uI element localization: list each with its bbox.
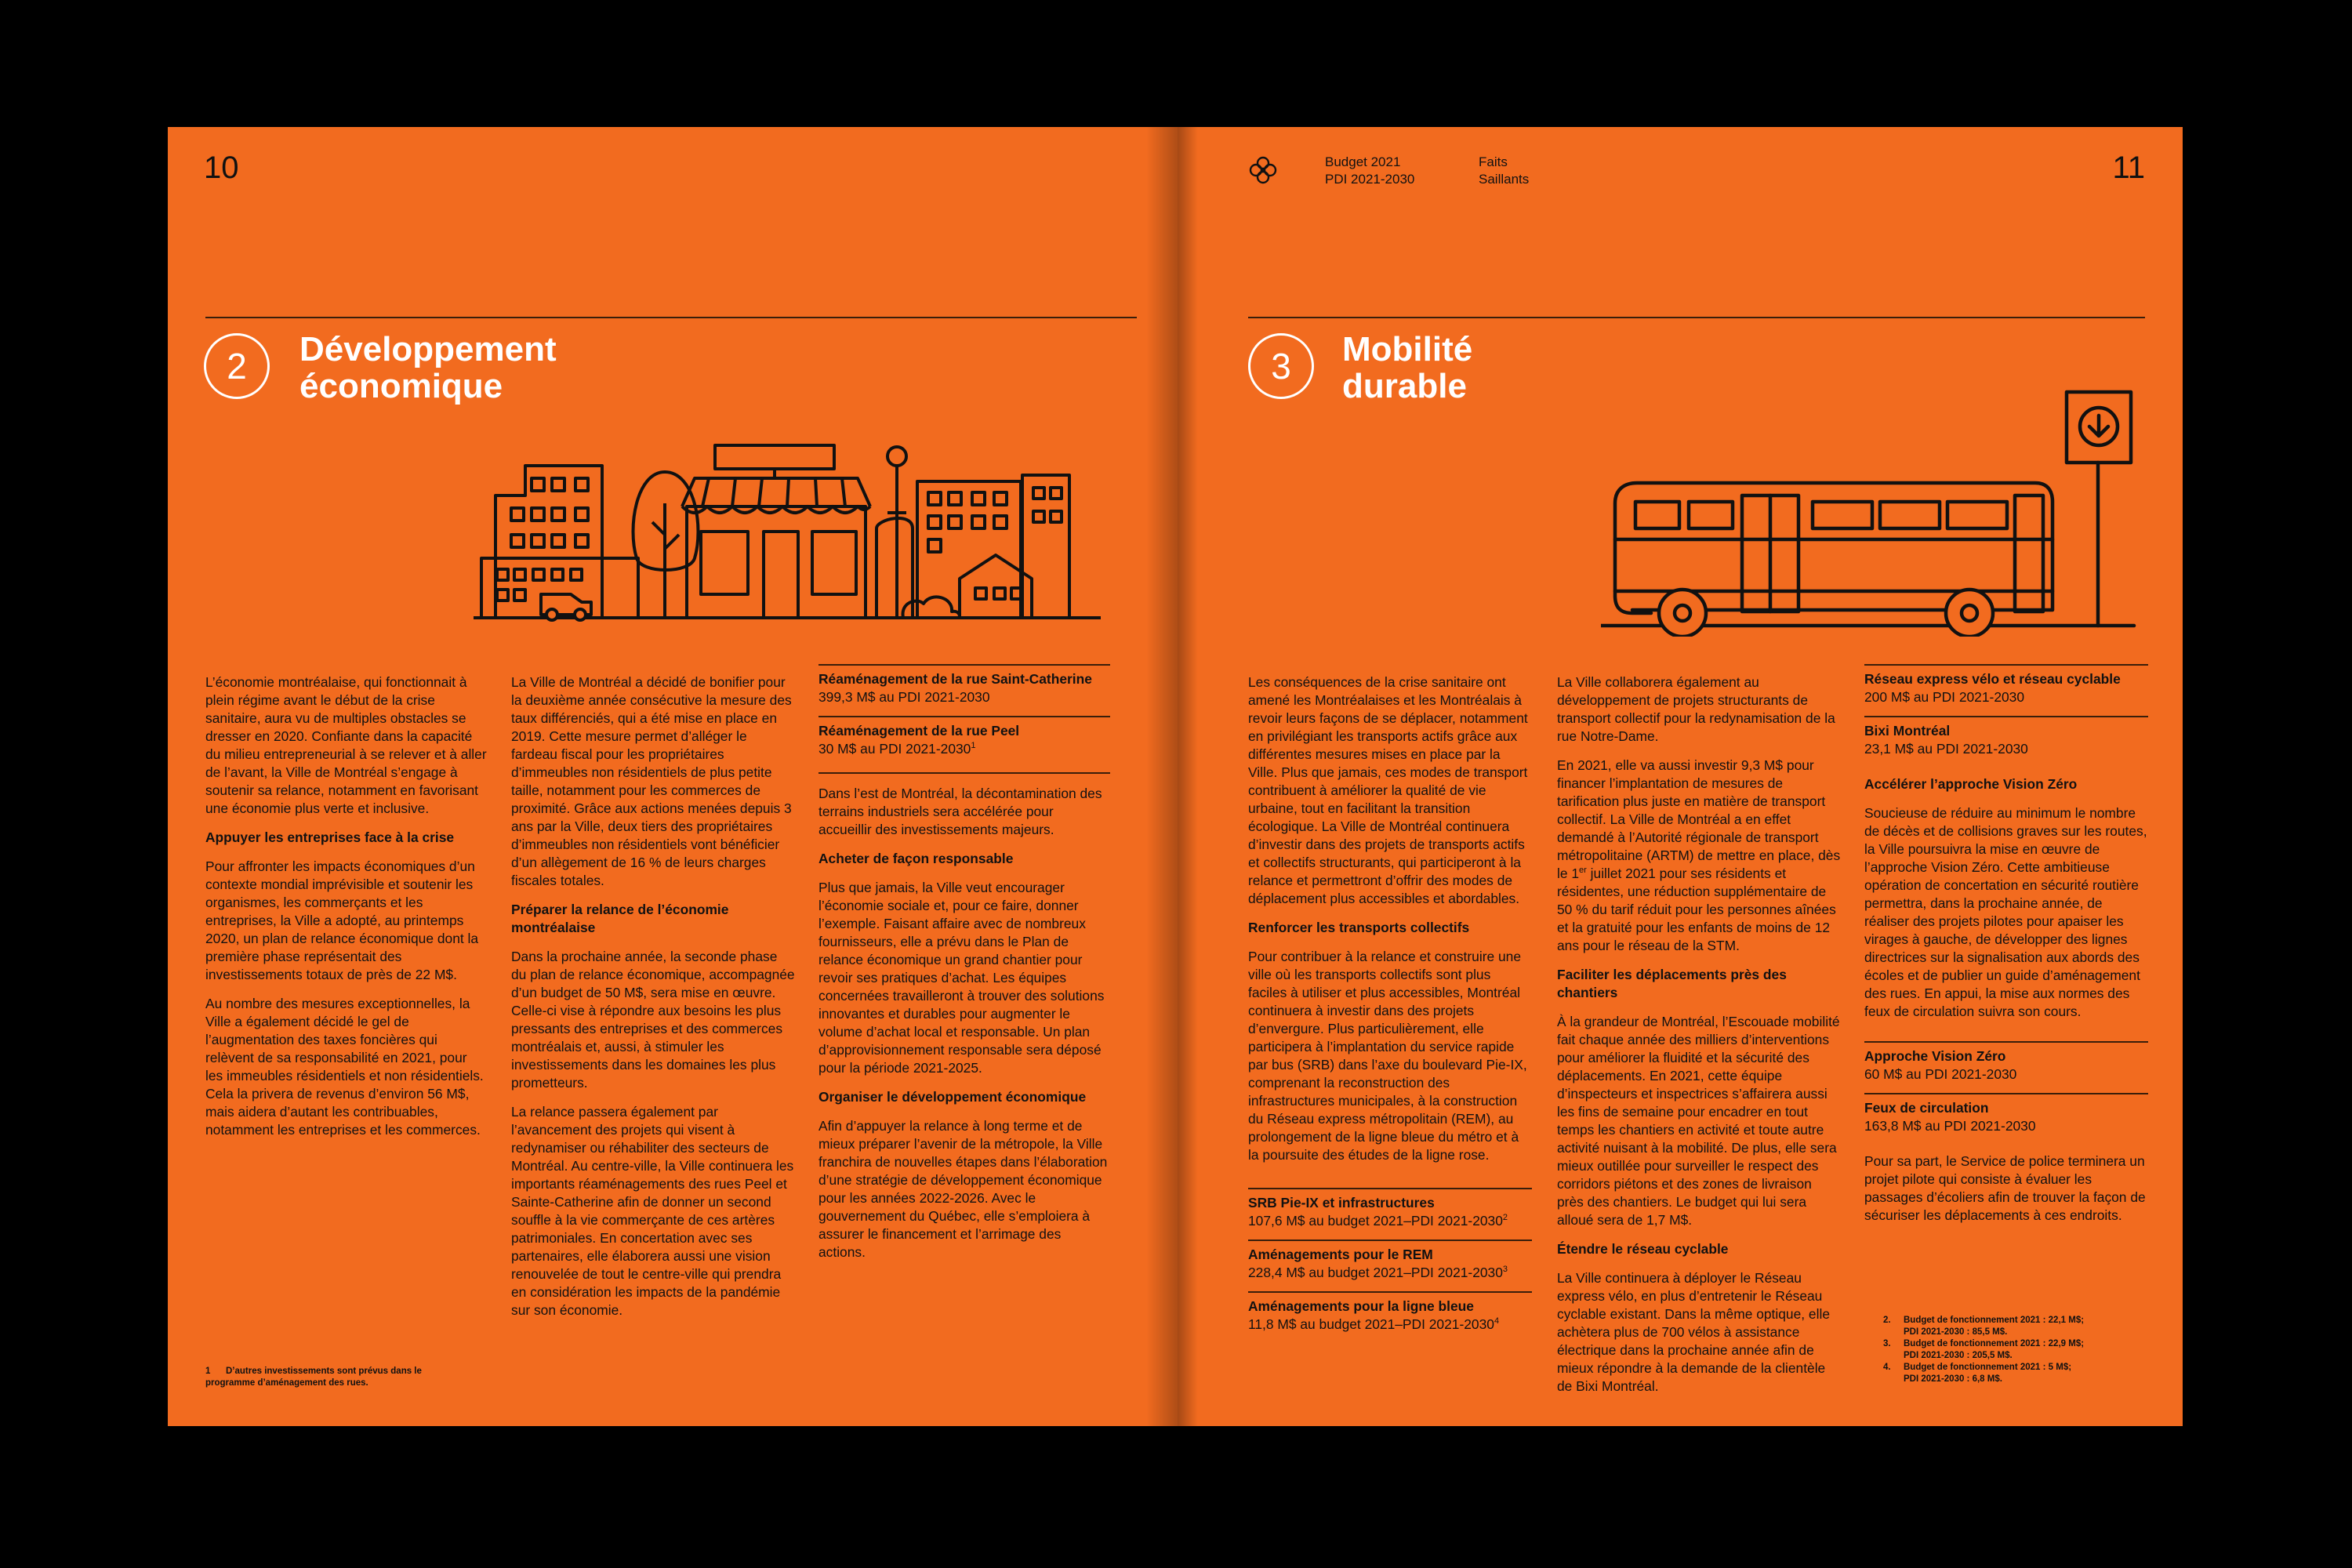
footnote-ref: 3 — [1502, 1265, 1508, 1275]
fact-box: Bixi Montréal 23,1 M$ au PDI 2021-2030 — [1864, 716, 2148, 758]
footnote: 3. Budget de fonctionnement 2021 : 22,9 M$; PDI 2021-2030 : 205,5 M$. — [1883, 1339, 2085, 1360]
paragraph: La Ville de Montréal a décidé de bonifier pour la deuxième année consécutive la mesure des taux différenciés, qui a été mise en place en 2019. Cette mesure permet d’alléger le fardeau fiscal pour les propriétaires d’immeubles non résidentiels de plus petite taille, notamment pour les commerces de proximité. Grâce aux actions menées depuis 3 ans par la Ville, deux tiers des propriétaires d’immeubles non résidentiels vont bénéficier d’un allègement de 16 % de leurs charges fiscales totales. — [511, 674, 792, 888]
subheading: Préparer la relance de l’économie montréalaise — [511, 902, 729, 935]
paragraph: Pour contribuer à la relance et construire une ville où les transports collectifs sont plus faciles à utiliser et plus accessibles, Montréal continuera à investir dans des projets d’envergure. Plus particulièrement, elle participera à l’implantation du service rapide par bus (SRB) dans l’axe du boulevard Pie-IX, comprenant la reconstruction des infrastructures municipales, à la construction du Réseau express métropolitain (REM), au prolongement de la ligne bleue du métro et à la poursuite des études de la ligne rose. — [1248, 949, 1527, 1163]
section-divider — [1248, 317, 2145, 318]
text-column-2 — [1557, 673, 1841, 1406]
fact-box: Feux de circulation 163,8 M$ au PDI 2021-2030 — [1864, 1093, 2148, 1135]
paragraph: Dans la prochaine année, la seconde phase du plan de relance économique, accompagnée d’un budget de 50 M$, sera mise en œuvre. Celle-ci vise à répondre aux besoins les plus pressants des entreprises et des commerces montréalais et, aussi, à stimuler les investissements dans les domaines les plus prometteurs. — [511, 949, 795, 1091]
city-street-illustration — [474, 441, 1116, 629]
left-page — [168, 127, 1178, 1426]
header-publication: Budget 2021 PDI 2021-2030 — [1325, 154, 1415, 187]
fact-box: Aménagements pour la ligne bleue 11,8 M$ au budget 2021–PDI 2021-2030$^4$ — [1248, 1291, 1532, 1334]
column-divider — [818, 772, 1110, 1261]
paragraph: Les conséquences de la crise sanitaire ont amené les Montréalaises et les Montréalais à revoir leurs façons de se déplacer, notamment en privilégiant les transports actifs grâce aux différentes mesures mises en place par la Ville. Plus que jamais, ces modes de transport contribuent à améliorer la qualité de vie urbaine, tout en facilitant la transition écologique. La Ville de Montréal continuera d’investir dans des projets de transports actifs et collectifs structurants, qui participeront à la relance et permettront d’offrir des modes de déplacement plus accessibles et abordables. — [1248, 674, 1528, 906]
footnote: 4. Budget de fonctionnement 2021 : 5 M$; PDI 2021-2030 : 6,8 M$. — [1883, 1363, 2072, 1384]
paragraph: Pour affronter les impacts économiques d’un contexte mondial imprévisible et soutenir les organismes, les commerçants et les entreprises, la Ville a adopté, au printemps 2020, un plan de relance économique dont la première phase représentait des investissements totaux de près de 22 M$. — [205, 858, 479, 982]
subheading: Acheter de façon responsable — [818, 851, 1014, 866]
fact-box: Réaménagement de la rue Peel 30 M$ au PDI 2021-2030$^1$ — [818, 716, 1110, 758]
page-gutter-shadow — [1146, 127, 1178, 1426]
section-number-badge: 2 — [204, 333, 270, 399]
paragraph: Au nombre des mesures exceptionnelles, la Ville a également décidé le gel de l’augmentation des taxes foncières qui relèvent de sa responsabilité en 2021, pour les immeubles résidentiels et non résidentiels. Cela la privera de revenus d’environ 56 M$, mais aidera d’autant les contribuables, notamment les entreprises et les commerces. — [205, 996, 484, 1138]
page-number: 11 — [2112, 151, 2145, 185]
page-number: 10 — [204, 151, 239, 185]
paragraph: Plus que jamais, la Ville veut encourager l’économie sociale et, pour ce faire, donner l’exemple. Faisant affaire avec de nombreux fournisseurs, elle a prévu dans le Plan de relance économique un grand chantier pour revoir ses pratiques d’achat. Les équipes concernées travailleront à trouver des solutions innovantes et durables pour augmenter le volume d’achat local et responsable. Un plan d’approvisionnement responsable sera déposé pour la période 2021-2025. — [818, 880, 1105, 1076]
paragraph: Afin d’appuyer la relance à long terme et de mieux préparer l’avenir de la métropole, la Ville franchira de nouvelles étapes dans l’élaboration d’une stratégie de développement économique pour les années 2022-2026. Avec le gouvernement du Québec, elle s’emploiera à assurer le financement et l’arrimage des actions. — [818, 1118, 1108, 1260]
fact-box: SRB Pie-IX et infrastructures 107,6 M$ au budget 2021–PDI 2021-2030$^2$ — [1248, 1188, 1532, 1230]
text-column-1 — [205, 673, 488, 1150]
subheading: Organiser le développement économique — [818, 1089, 1087, 1105]
section-title: Mobilité durable — [1342, 330, 1473, 405]
page-gutter-shadow — [1178, 127, 1198, 1426]
text-column-2 — [511, 673, 795, 1330]
subheading: Appuyer les entreprises face à la crise — [205, 829, 455, 845]
bus-stop-illustration — [1601, 386, 2150, 637]
fact-box: Aménagements pour le REM 228,4 M$ au budget 2021–PDI 2021-2030$^3$ — [1248, 1240, 1532, 1282]
footnotes — [1883, 1315, 2142, 1385]
paragraph: L’économie montréalaise, qui fonctionnait à plein régime avant le début de la crise sanitaire, aura vu de multiples obstacles se dresser en 2020. Confiante dans la capacité du milieu entrepreneurial à se relever et à aller de l’avant, la Ville de Montréal s’engage à soutenir sa relance, notamment en favorisant une économie plus verte et inclusive. — [205, 674, 487, 816]
subheading: Renforcer les transports collectifs — [1248, 920, 1470, 935]
footnote-ref: 2 — [1502, 1213, 1508, 1223]
fact-box: Réseau express vélo et réseau cyclable 200 M$ au PDI 2021-2030 — [1864, 664, 2148, 706]
text-column-1 — [1248, 673, 1532, 1343]
paragraph: En 2021, elle va aussi investir 9,3 M$ pour financer l’implantation de mesures de tarification plus juste en matière de transport collectif. La Ville de Montréal a en effet demandé à l’Autorité régionale de transport métropolitaine (ARTM) de mettre en place, dès le 1er juillet 2021 pour ses résidents et résidentes, une réduction supplémentaire de 50 % du tarif réduit pour les personnes aînées et la gratuité pour les enfants de moins de 12 ans pour le réseau de la STM. — [1557, 757, 1841, 953]
section-title: Développement économique — [299, 330, 557, 405]
paragraph: La Ville continuera à déployer le Réseau express vélo, en plus d’entretenir le Réseau cyclable existant. Dans la même optique, elle achètera plus de 700 vélos à assistance électrique dans la prochaine année afin de mieux répondre à la demande de la clientèle de Bixi Montréal. — [1557, 1270, 1830, 1394]
fact-box: Réaménagement de la rue Saint-Catherine 399,3 M$ au PDI 2021-2030 — [818, 664, 1110, 706]
footnote: 1 D’autres investissements sont prévus dans le programme d’aménagement des rues. — [205, 1367, 422, 1388]
section-divider — [205, 317, 1137, 318]
text-column-3 — [1864, 664, 2148, 1236]
footnote-ref: 4 — [1494, 1316, 1500, 1327]
footnote-ref: 1 — [971, 741, 976, 751]
paragraph: Pour sa part, le Service de police terminera un projet pilote qui consiste à évaluer les passages d’écoliers afin de trouver la façon de sécuriser les déplacements à ces endroits. — [1864, 1153, 2146, 1223]
section-number-badge: 3 — [1248, 333, 1314, 399]
text-column-3 — [818, 664, 1110, 1272]
subheading: Étendre le réseau cyclable — [1557, 1241, 1729, 1257]
fact-box: Approche Vision Zéro 60 M$ au PDI 2021-2030 — [1864, 1041, 2148, 1083]
city-logo-icon — [1248, 155, 1278, 185]
paragraph: La Ville collaborera également au développement de projets structurants de transport collectif pour la redynamisation de la rue Notre-Dame. — [1557, 674, 1835, 744]
footnote: 2. Budget de fonctionnement 2021 : 22,1 M$; PDI 2021-2030 : 85,5 M$. — [1883, 1316, 2085, 1337]
paragraph: Soucieuse de réduire au minimum le nombre de décès et de collisions graves sur les routes, la Ville poursuivra la mise en œuvre de l’approche Vision Zéro. Cette ambitieuse opération de concertation en sécurité routière permettra, dans la prochaine année, de réaliser des projets pilotes pour apaiser les virages à gauche, de développer des lignes directrices sur la signalisation aux abords des écoles et de publier un guide d’aménagement des rues. En appui, la mise aux normes des feux de circulation suivra son cours. — [1864, 805, 2147, 1019]
subheading: Faciliter les déplacements près des chantiers — [1557, 967, 1787, 1000]
paragraph: À la grandeur de Montréal, l’Escouade mobilité fait chaque année des milliers d’interventions pour améliorer la fluidité et la sécurité des déplacements. En 2021, cette équipe d’inspecteurs et inspectrices s’affairera aussi les fins de semaine pour encadrer en tout temps les chantiers en activité et toute autre activité nuisant à la mobilité. De plus, elle sera mieux outillée pour surveiller le respect des corridors piétons et des zones de livraison près des chantiers. Le budget qui lui sera alloué sera de 1,7 M$. — [1557, 1014, 1840, 1228]
paragraph: Dans l’est de Montréal, la décontamination des terrains industriels sera accélérée pour accueillir des investissements majeurs. — [818, 786, 1102, 837]
subheading: Accélérer l’approche Vision Zéro — [1864, 776, 2078, 792]
right-page — [1178, 127, 2183, 1426]
paragraph: La relance passera également par l’avancement des projets qui visent à redynamiser ou réhabiliter des secteurs de Montréal. Au centre-ville, la Ville continuera les importants réaménagements des rues Peel et Sainte-Catherine afin de donner un second souffle à la vie commerçante de ces artères patrimoniales. En concertation avec ses partenaires, elle élaborera aussi une vision renouvelée de tout le centre-ville qui prendra en considération les impacts de la pandémie sur son économie. — [511, 1104, 794, 1318]
header-section: Faits Saillants — [1479, 154, 1530, 187]
